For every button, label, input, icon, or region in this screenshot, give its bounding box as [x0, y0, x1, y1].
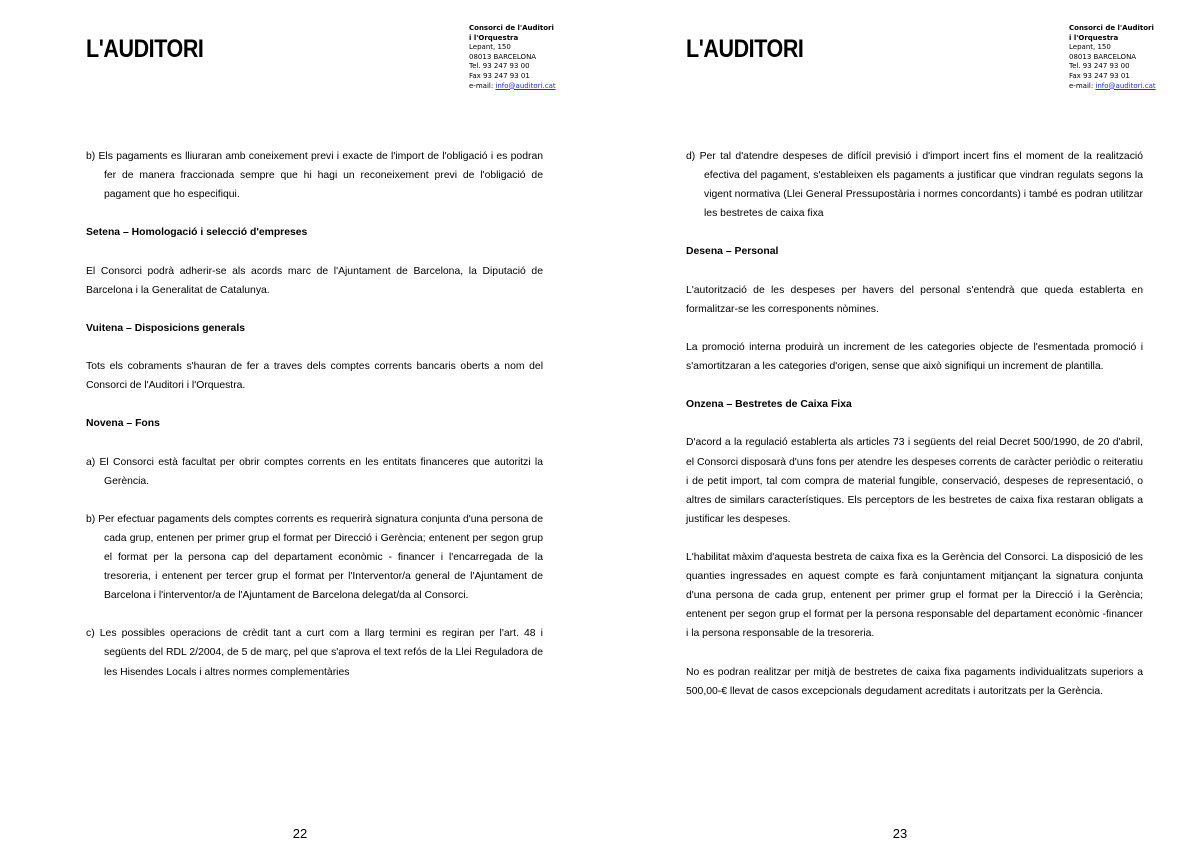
page-body [86, 147, 543, 701]
paragraph-onzena-1: D'acord a la regulació establerta als articles 73 i següents del reial Decret 500/1990, de 20 d'abril, el Consorci disposarà d'uns fons per atendre les despeses corrents de caràcter periòdic o reiteratiu i de petit import, tal com compra de material fungible, conservació, despeses de representació, o altres de similars característiques. Els perceptors de les bestretes de caixa fixa restaran obligats a justificar les despeses. [686, 437, 1143, 525]
clause-b-payments: b) Els pagaments es lliuraran amb coneixement previ i exacte de l'import de l'obligació i es podran fer de manera fraccionada sempre que hi hagi un reconeixement previ de l'obligació de pagament que ho especifiqui. [86, 151, 543, 201]
email-link[interactable]: info@auditori.cat [495, 81, 556, 90]
page-23 [600, 0, 1200, 848]
heading-desena: Desena – Personal [686, 246, 779, 258]
page-number: 22 [292, 826, 308, 841]
page-number: 23 [892, 826, 908, 841]
page-body [686, 147, 1143, 720]
city-address: 08013 BARCELONA [1069, 52, 1137, 61]
org-name-line1: Consorci de l'Auditori [1069, 24, 1154, 32]
heading-onzena: Onzena – Bestretes de Caixa Fixa [686, 399, 852, 411]
street-address: Lepant, 150 [469, 43, 511, 52]
auditori-logo: L'AUDITORI [86, 35, 204, 63]
email-line [1069, 82, 1156, 92]
address-block [1069, 24, 1156, 91]
auditori-logo: L'AUDITORI [686, 35, 804, 63]
heading-vuitena: Vuitena – Disposicions generals [86, 322, 245, 334]
org-name-line2: i l'Orquestra [1069, 33, 1119, 42]
telephone: Tel. 93 247 93 00 [469, 62, 530, 71]
telephone: Tel. 93 247 93 00 [1069, 62, 1130, 71]
email-label: e-mail: [1069, 81, 1096, 90]
heading-setena: Setena – Homologació i selecció d'empreses [86, 227, 308, 239]
org-name-line1: Consorci de l'Auditori [469, 24, 554, 32]
street-address: Lepant, 150 [1069, 43, 1111, 52]
city-address: 08013 BARCELONA [469, 52, 537, 61]
clause-novena-c: c) Les possibles operacions de crèdit tant a curt com a llarg termini es regiran per l'art. 48 i següents del RDL 2/2004, de 5 de març, pel que s'aprova el text refós de la Llei Reguladora de les Hisendes Locals i altres normes complementàries [86, 628, 543, 678]
paragraph-vuitena: Tots els cobraments s'hauran de fer a traves dels comptes corrents bancaris oberts a nom del Consorci de l'Auditori i l'Orquestra. [86, 361, 543, 392]
email-line [469, 82, 556, 92]
email-label: e-mail: [469, 81, 496, 90]
address-block [469, 24, 556, 91]
heading-novena: Novena – Fons [86, 418, 160, 430]
paragraph-setena: El Consorci podrà adherir-se als acords marc de l'Ajuntament de Barcelona, la Diputació de Barcelona i la Generalitat de Catalunya. [86, 265, 543, 296]
org-name-line2: i l'Orquestra [469, 33, 519, 42]
fax: Fax 93 247 93 01 [469, 71, 530, 80]
email-link[interactable]: info@auditori.cat [1095, 81, 1156, 90]
paragraph-desena-2: La promoció interna produirà un increment de les categories objecte de l'esmentada promoció i s'amortitzaran a les categories d'origen, sense que això signifiqui un increment de plantilla. [686, 341, 1143, 373]
paragraph-onzena-2: L'habilitat màxim d'aquesta bestreta de caixa fixa es la Gerència del Consorci. La disposició de les quanties ingressades en aquest compte es farà conjuntament mitjançant la signatura conjunta d'una persona de cada grup, entenent per primer grup el format per la Direcció i la Gerència; entenent per segon grup el format per la persona responsable del departament econòmic -financer i la persona responsable de la tresoreria. [686, 551, 1143, 640]
clause-novena-b: b) Per efectuar pagaments dels comptes corrents es requerirà signatura conjunta d'una persona de cada grup, entenen per primer grup el format per Direcció i Gerència; entenent per segon grup el format per la persona cap del departament econòmic - financer i l'encarregada de la tresoreria, i entenent per tercer grup el format per l'Interventor/a general de l'Ajuntament de Barcelona i l'interventor/a de l'Ajuntament de Barcelona delegat/da al Consorci. [86, 513, 543, 602]
paragraph-desena-1: L'autorització de les despeses per havers del personal s'entendrà que queda establerta en formalitzar-se les corresponents nòmines. [686, 284, 1143, 315]
fax: Fax 93 247 93 01 [1069, 71, 1130, 80]
clause-d-advance-payments: d) Per tal d'atendre despeses de difícil previsió i d'import incert fins el moment de la realització efectiva del pagament, s'estableixen els pagaments a justificar que vindran regulats segons la vigent normativa (Llei General Pressupostària i normes concordants) i també es podran utilitzar les bestretes de caixa fixa [686, 151, 1143, 220]
paragraph-onzena-3: No es podran realitzar per mitjà de bestretes de caixa fixa pagaments individualitzats superiors a 500,00-€ llevat de casos excepcionals degudament acreditats i autoritzats per la Gerència. [686, 666, 1143, 697]
clause-novena-a: a) El Consorci està facultat per obrir comptes corrents en les entitats financeres que autoritzi la Gerència. [86, 456, 543, 487]
